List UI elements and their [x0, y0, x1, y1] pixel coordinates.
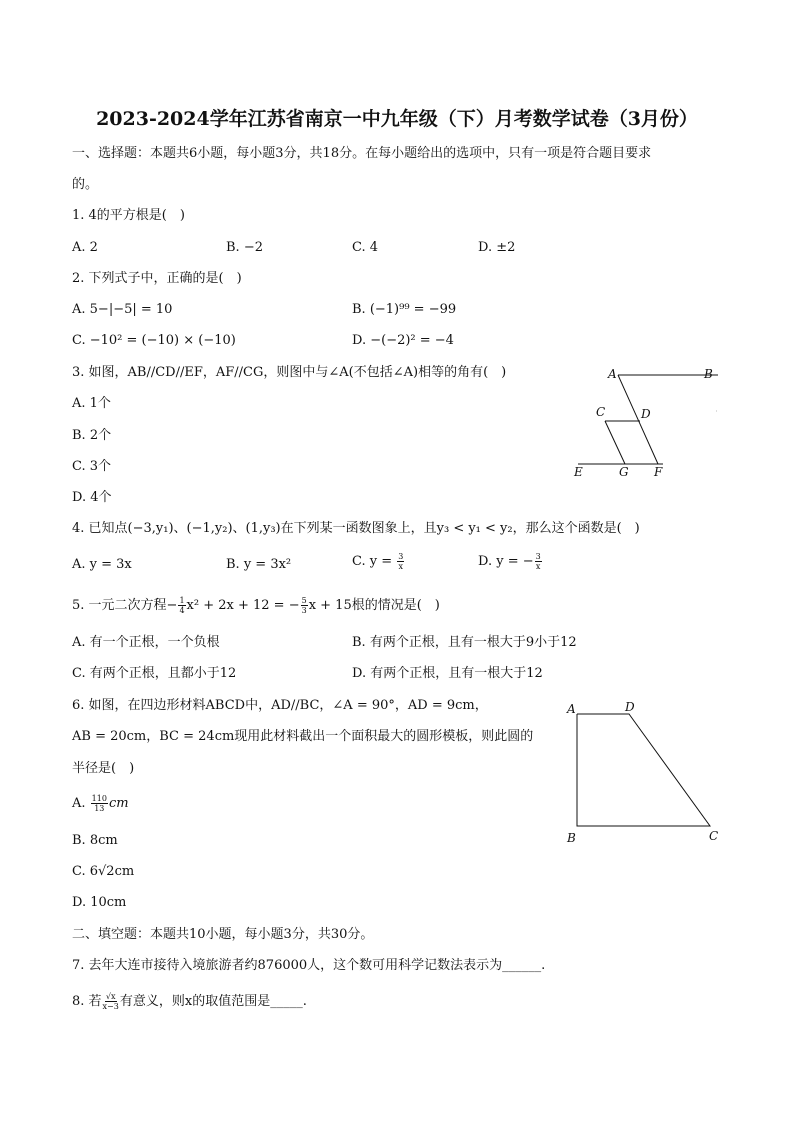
quadrilateral-abcd: [577, 714, 710, 826]
q2-option-d: D. −(−2)² = −4: [352, 333, 454, 348]
q5-option-d: D. 有两个正根，且有一根大于12: [352, 666, 543, 681]
q6-figure: [560, 696, 730, 852]
q1-option-c: C. 4: [352, 240, 379, 255]
q3-stem: 3. 如图，AB//CD//EF，AF//CG，则图中与∠A(不包括∠A)相等的角有( ): [72, 365, 507, 380]
label-b: B: [704, 367, 713, 381]
q6-option-a-fraction: $\frac{110}{13}$: [91, 794, 107, 813]
q4-option-a: A. y = 3x: [72, 557, 132, 572]
section-2-heading: 二、填空题：本题共10小题，每小题3分，共30分。: [72, 927, 374, 942]
exam-title: 2023-2024学年江苏省南京一中九年级（下）月考数学试卷（3月份）: [96, 108, 698, 130]
label-d: D: [641, 407, 651, 421]
q3-option-a: A. 1个: [72, 396, 111, 411]
q5-option-a: A. 有一个正根，一个负根: [72, 635, 220, 650]
q6-stem-line3: 半径是( ): [72, 761, 135, 776]
q6-stem-line2: AB = 20cm，BC = 24cm现用此材料截出一个面积最大的圆形模板，则此圆的: [72, 729, 534, 744]
q5-stem: 5. 一元二次方程− $\frac{1}{4}$ x² + 2x + 12 = − $\frac{5}{3}$ x + 15根的情况是( ): [72, 596, 440, 615]
label-f: F: [654, 465, 663, 479]
label-e: E: [574, 465, 583, 479]
line-cg: [605, 421, 625, 464]
q2-option-b: B. (−1)⁹⁹ = −99: [352, 302, 457, 317]
q7-stem: 7. 去年大连市接待入境旅游者约876000人，这个数可用科学记数法表示为______.: [72, 958, 546, 973]
label-d: D: [625, 700, 635, 714]
q1-option-b: B. −2: [226, 240, 263, 255]
q3-figure: [568, 362, 728, 482]
q5-fraction-2: $\frac{5}{3}$: [301, 596, 307, 615]
q4-option-c: C. y = $\frac{3}{x}$: [352, 552, 404, 571]
q2-stem: 2. 下列式子中，正确的是( ): [72, 271, 242, 286]
q2-option-c: C. −10² = (−10) × (−10): [72, 333, 236, 348]
q5-option-c: C. 有两个正根，且都小于12: [72, 666, 237, 681]
label-c: C: [709, 829, 719, 843]
q4-stem: 4. 已知点(−3,y₁)、(−1,y₂)、(1,y₃)在下列某一函数图象上，且y₃ < y₁ < y₂，那么这个函数是( ): [72, 521, 640, 536]
q1-stem: 1. 4的平方根是( ): [72, 208, 185, 223]
label-a: A: [608, 367, 617, 381]
q8-fraction: $\frac{√x}{x-3}$: [102, 992, 119, 1011]
label-b: B: [567, 831, 576, 845]
q4-option-d: D. y = − $\frac{3}{x}$: [478, 552, 541, 571]
q5-option-b: B. 有两个正根，且有一根大于9小于12: [352, 635, 577, 650]
q4-option-b: B. y = 3x²: [226, 557, 292, 572]
q8-stem: 8. 若 $\frac{√x}{x-3}$ 有意义，则x的取值范围是_____.: [72, 992, 307, 1011]
q1-option-a: A. 2: [72, 240, 98, 255]
q4-option-c-fraction: $\frac{3}{x}$: [398, 552, 404, 571]
label-a: A: [567, 702, 576, 716]
q5-fraction-1: $\frac{1}{4}$: [179, 596, 185, 615]
q6-option-c: C. 6√2cm: [72, 864, 135, 879]
q6-stem-line1: 6. 如图，在四边形材料ABCD中，AD//BC，∠A = 90°，AD = 9cm，: [72, 698, 488, 713]
q4-option-d-fraction: $\frac{3}{x}$: [535, 552, 541, 571]
q6-option-a: A. $\frac{110}{13}$ cm: [72, 794, 129, 813]
q2-option-a: A. 5−|−5| = 10: [72, 302, 173, 317]
q1-option-d: D. ±2: [478, 240, 516, 255]
q6-option-d: D. 10cm: [72, 895, 127, 910]
q3-option-c: C. 3个: [72, 459, 112, 474]
section-1-heading-cont: 的。: [72, 177, 99, 192]
q3-option-d: D. 4个: [72, 490, 112, 505]
label-g: G: [619, 465, 629, 479]
q3-option-b: B. 2个: [72, 428, 112, 443]
section-1-heading: 一、选择题：本题共6小题，每小题3分，共18分。在每小题给出的选项中，只有一项是符合题目要求: [72, 146, 652, 161]
label-c: C: [596, 405, 606, 419]
q6-option-b: B. 8cm: [72, 833, 118, 848]
line-af: [618, 375, 658, 464]
